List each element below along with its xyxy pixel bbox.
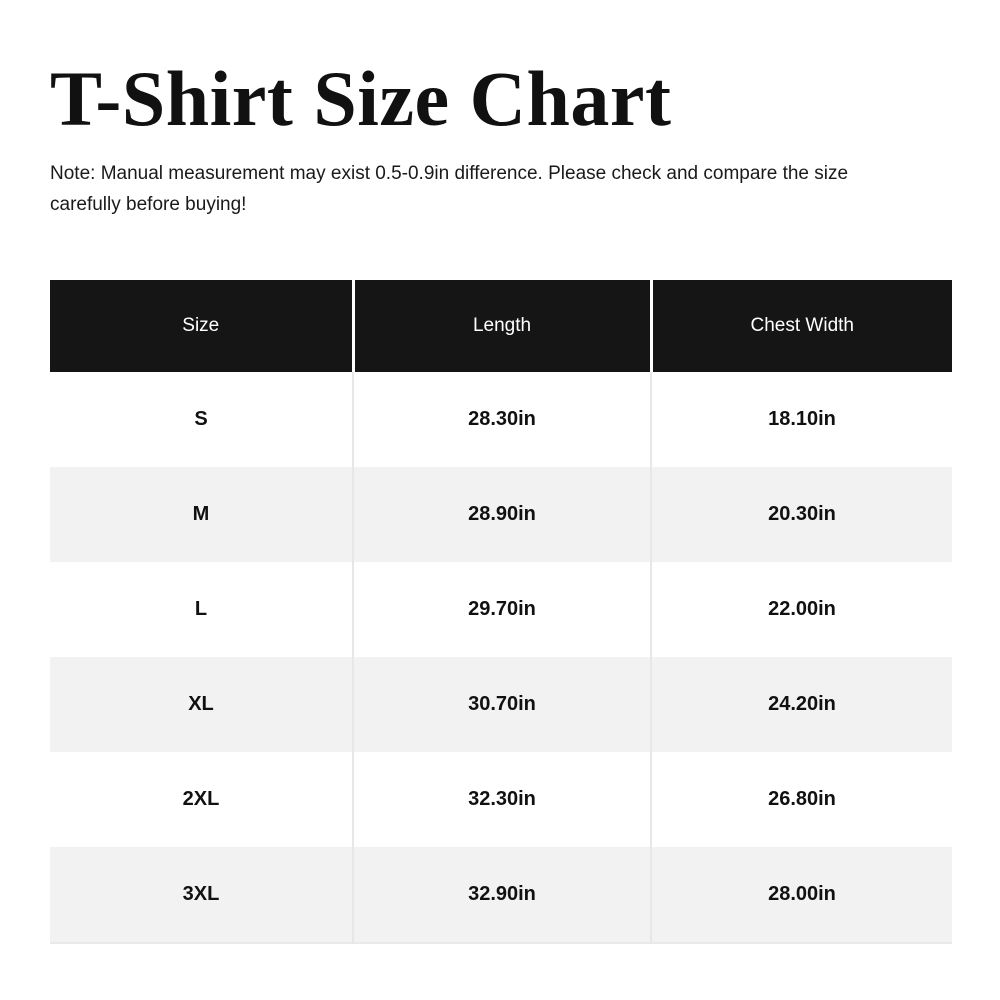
chest-width-cell: 18.10in — [768, 408, 836, 430]
table-row — [50, 467, 952, 562]
size-cell: XL — [50, 657, 353, 752]
length-cell: 32.30in — [353, 752, 651, 847]
table-row — [50, 657, 952, 752]
chest-width-cell: 28.00in — [768, 883, 836, 905]
column-header-length: Length — [353, 280, 651, 372]
note-line-1: Note: Manual measurement may exist 0.5-0.9in difference. Please check and compare the size — [50, 163, 849, 184]
chest-width-cell: 24.20in — [768, 693, 836, 715]
size-cell: M — [50, 467, 353, 562]
size-chart-table — [50, 280, 952, 944]
table-body — [50, 372, 952, 943]
table-row — [50, 372, 952, 467]
table-row — [50, 752, 952, 847]
length-cell: 28.30in — [353, 372, 651, 467]
table-header — [50, 280, 952, 372]
length-cell: 32.90in — [353, 847, 651, 943]
length-cell: 28.90in — [353, 467, 651, 562]
length-cell: 30.70in — [353, 657, 651, 752]
size-cell: 3XL — [50, 847, 353, 943]
page-title: T-Shirt Size Chart — [50, 55, 672, 142]
chest-width-cell: 20.30in — [768, 503, 836, 525]
header-row — [50, 280, 952, 372]
measurement-note — [50, 158, 950, 220]
size-cell: L — [50, 562, 353, 657]
column-header-chest-width: Chest Width — [651, 280, 952, 372]
chest-width-cell: 26.80in — [768, 788, 836, 810]
chest-width-cell: 22.00in — [768, 598, 836, 620]
size-cell: S — [50, 372, 353, 467]
column-header-size: Size — [50, 280, 353, 372]
length-cell: 29.70in — [353, 562, 651, 657]
table-row — [50, 562, 952, 657]
note-line-2: carefully before buying! — [50, 194, 247, 215]
size-cell: 2XL — [50, 752, 353, 847]
table-row — [50, 847, 952, 943]
